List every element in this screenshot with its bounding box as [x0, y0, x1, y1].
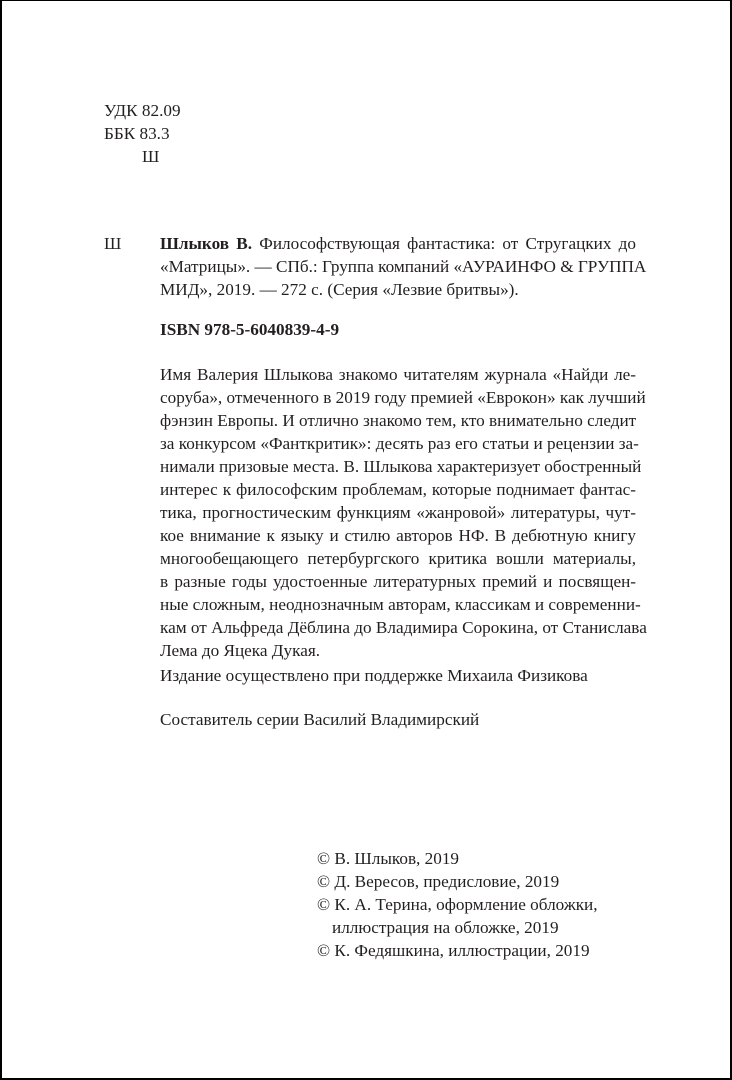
copyright-item: © К. Федяшкина, иллюстрации, 2019 [317, 941, 590, 960]
annotation-line: нимали призовые места. В. Шлыкова характеризует обостренный [160, 457, 642, 476]
support-note: Издание осуществлено при поддержке Михаила Физикова [160, 666, 588, 685]
copyright-item: © В. Шлыков, 2019 [317, 849, 460, 868]
annotation-line: интерес к философским проблемам, которые поднимает фантас- [160, 480, 636, 499]
annotation-line: многообещающего петербургского критика вошли материалы, [160, 549, 636, 568]
annotation-line: фэнзин Европы. И отлично знакомо тем, кто внимательно следит [160, 411, 637, 430]
bibliographic-author-mark: Ш [104, 234, 122, 253]
annotation-line: за конкурсом «Фанткритик»: десять раз его статьи и рецензии за- [160, 434, 639, 453]
author-name: Шлыков В. [160, 234, 253, 253]
bibliographic-line: «Матрицы». — СПб.: Группа компаний «АУРАИНФО & ГРУППА [160, 257, 647, 276]
annotation [160, 363, 647, 662]
copyright-item: © К. А. Терина, оформление обложки, иллюстрация на обложке, 2019 [317, 895, 598, 937]
annotation-line: Лема до Яцека Дукая. [160, 641, 321, 660]
bibliographic-entry [160, 232, 647, 301]
classification-codes [104, 99, 181, 168]
copyright-notices [317, 847, 637, 962]
author-mark: Ш [142, 147, 160, 166]
annotation-line: кое внимание к языку и стилю авторов НФ. В дебютную книгу [160, 526, 636, 545]
annotation-line: кам от Альфреда Дёблина до Владимира Сорокина, от Станислава [160, 618, 647, 637]
annotation-line: ные сложным, неоднозначным авторам, классикам и современни- [160, 595, 641, 614]
annotation-line: Имя Валерия Шлыкова знакомо читателям журнала «Найди ле- [160, 365, 636, 384]
annotation-line: в разные годы удостоенные литературных премий и посвящен- [160, 572, 636, 591]
bbk-code: ББК 83.3 [104, 124, 170, 143]
isbn: ISBN 978-5-6040839-4-9 [160, 320, 340, 339]
bibliographic-line: МИД», 2019. — 272 с. (Серия «Лезвие бритвы»). [160, 280, 519, 299]
annotation-line: тика, прогностическим функциям «жанровой» литературы, чут- [160, 503, 636, 522]
annotation-line: соруба», отмеченного в 2019 году премией «Еврокон» как лучший [160, 388, 646, 407]
series-compiler: Составитель серии Василий Владимирский [160, 710, 480, 729]
copyright-item: © Д. Вересов, предисловие, 2019 [317, 872, 560, 891]
udk-code: УДК 82.09 [104, 101, 181, 120]
bibliographic-line [160, 232, 636, 255]
bibliographic-title: Философствующая фантастика: от Стругацких до [252, 234, 637, 253]
